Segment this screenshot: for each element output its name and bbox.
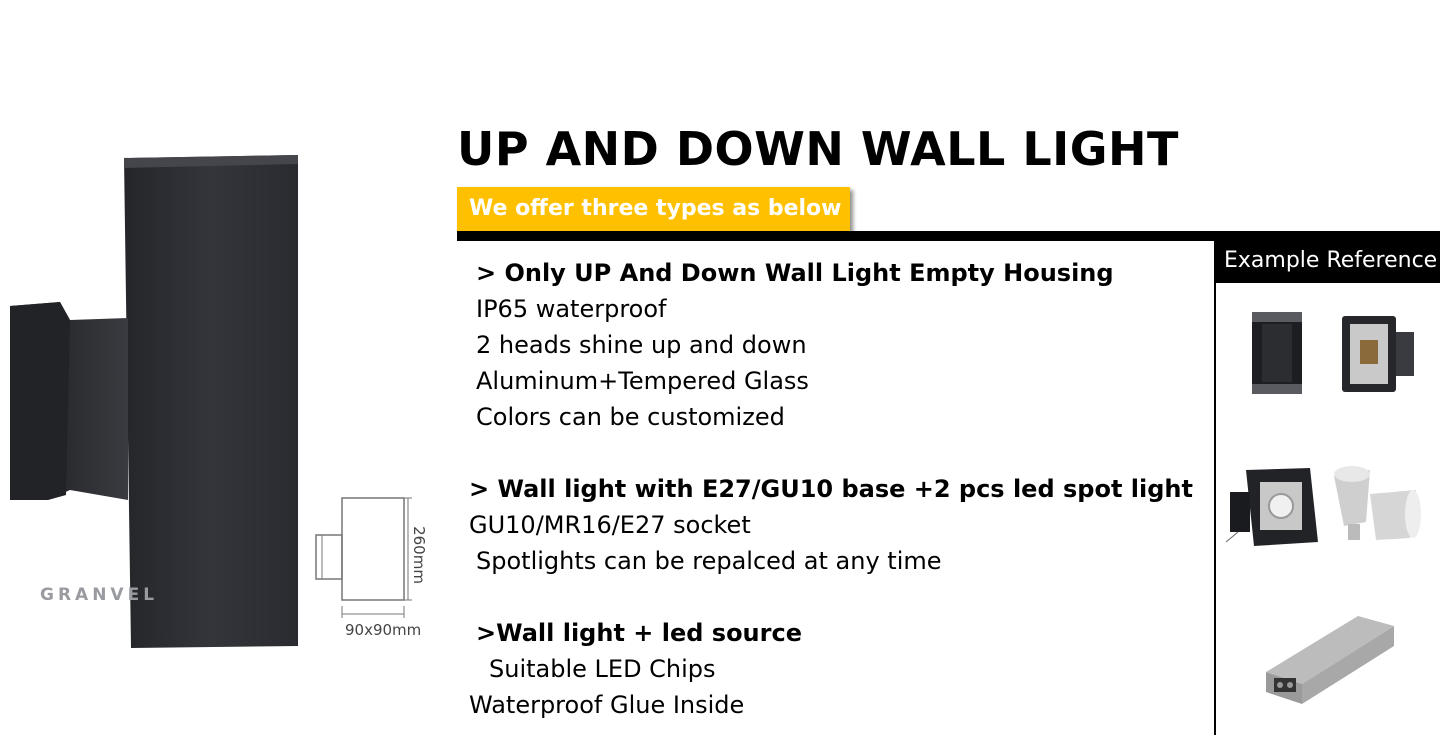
example-reference-label: Example Reference: [1224, 248, 1438, 273]
section1-line: IP65 waterproof: [476, 295, 667, 323]
dimension-height-label: 260mm: [409, 526, 428, 584]
brand-watermark: GRANVEL: [40, 585, 159, 605]
fixture-lamp-thumbnail: [1224, 462, 1320, 552]
section3-line: Waterproof Glue Inside: [469, 691, 745, 719]
section1-line: Aluminum+Tempered Glass: [476, 367, 809, 395]
section2-line: GU10/MR16/E27 socket: [469, 511, 751, 539]
offer-banner-text: We offer three types as below: [469, 196, 842, 221]
section2-heading: > Wall light with E27/GU10 base +2 pcs led spot light: [469, 475, 1193, 503]
housing-open-thumbnail: [1338, 310, 1418, 396]
wall-light-product-image: [0, 150, 310, 650]
section3-line: Suitable LED Chips: [489, 655, 716, 683]
section2-line: Spotlights can be repalced at any time: [476, 547, 942, 575]
section1-heading: > Only UP And Down Wall Light Empty Housing: [476, 259, 1114, 287]
housing-thumbnail: [1248, 310, 1306, 396]
section1-line: 2 heads shine up and down: [476, 331, 807, 359]
offer-banner: [457, 187, 850, 231]
header-rule: [457, 231, 1440, 241]
dimension-base-label: 90x90mm: [345, 621, 422, 639]
example-reference-header: [1216, 241, 1440, 283]
spotlight-bulb-thumbnail: [1330, 462, 1422, 552]
reference-divider: [1214, 241, 1216, 735]
page-title: UP AND DOWN WALL LIGHT: [457, 122, 1179, 176]
led-driver-thumbnail: [1262, 612, 1396, 706]
section3-heading: >Wall light + led source: [476, 619, 802, 647]
section1-line: Colors can be customized: [476, 403, 785, 431]
